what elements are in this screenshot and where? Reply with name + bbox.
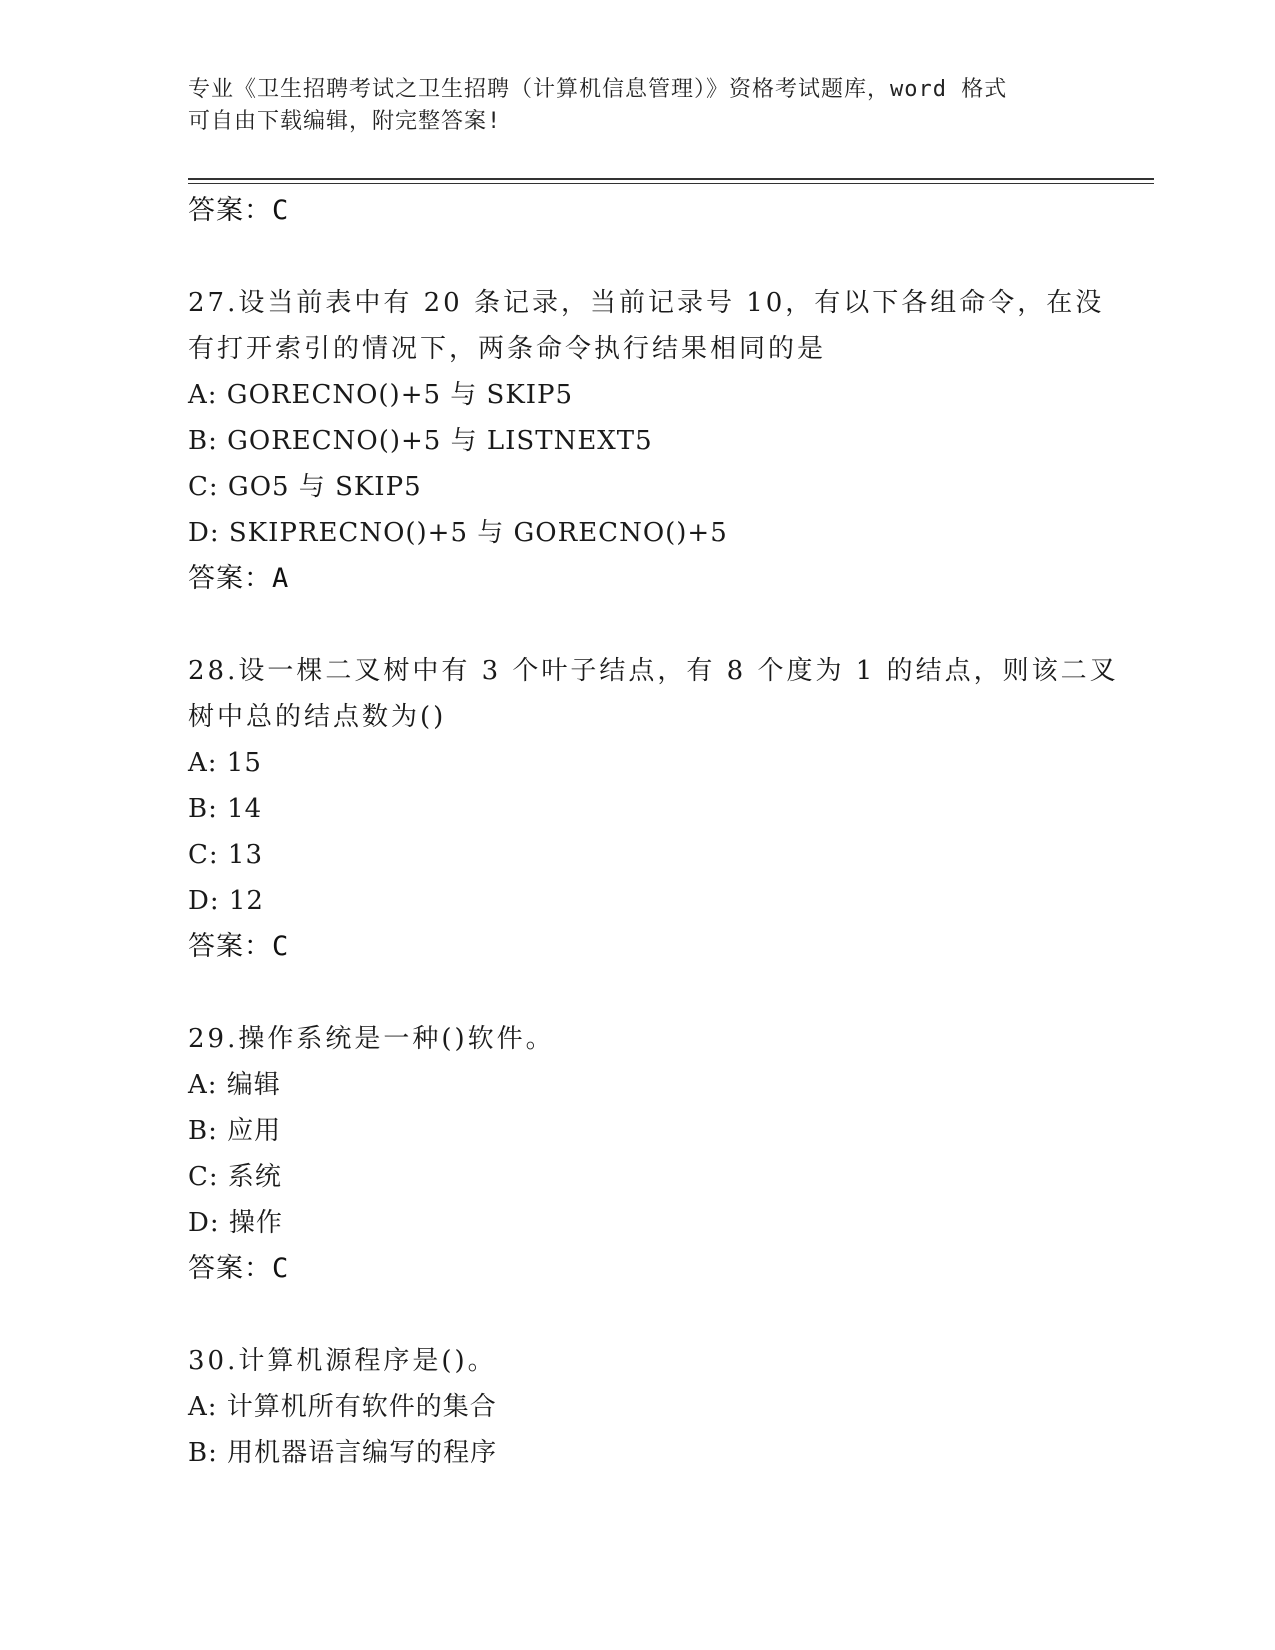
question-block bbox=[188, 1016, 1088, 1292]
option-a: A: 编辑 bbox=[188, 1070, 281, 1100]
answer-line: 答案：C bbox=[188, 195, 290, 226]
header-line-2: 可自由下载编辑，附完整答案! bbox=[188, 109, 502, 134]
answer-line: 答案：A bbox=[188, 563, 290, 594]
answer-line: 答案：C bbox=[188, 931, 290, 962]
header-rule-thick bbox=[188, 178, 1154, 180]
question-text: 树中总的结点数为() bbox=[188, 702, 447, 732]
option-b: B: 14 bbox=[188, 794, 263, 824]
option-b: B: 用机器语言编写的程序 bbox=[188, 1438, 498, 1468]
question-list bbox=[188, 188, 1119, 1476]
spacer bbox=[188, 1292, 1088, 1338]
question-block bbox=[188, 280, 1105, 602]
option-a: A: 15 bbox=[188, 748, 262, 778]
option-c: C: GO5 与 SKIP5 bbox=[188, 472, 422, 502]
header-line-1: 专业《卫生招聘考试之卫生招聘（计算机信息管理）》资格考试题库，word 格式 bbox=[188, 77, 1008, 102]
option-a: A: 计算机所有软件的集合 bbox=[188, 1392, 497, 1422]
spacer bbox=[188, 234, 1088, 280]
spacer bbox=[188, 602, 1088, 648]
page-header bbox=[188, 74, 1068, 138]
option-d: D: SKIPRECNO()+5 与 GORECNO()+5 bbox=[188, 518, 728, 548]
header-rule-thin bbox=[188, 183, 1154, 184]
option-b: B: GORECNO()+5 与 LISTNEXT5 bbox=[188, 426, 653, 456]
option-c: C: 13 bbox=[188, 840, 264, 870]
answer-line: 答案：C bbox=[188, 1253, 290, 1284]
question-block bbox=[188, 1338, 1088, 1476]
question-block bbox=[188, 648, 1119, 970]
option-b: B: 应用 bbox=[188, 1116, 282, 1146]
option-a: A: GORECNO()+5 与 SKIP5 bbox=[188, 380, 574, 410]
question-text: 有打开索引的情况下，两条命令执行结果相同的是 bbox=[188, 334, 827, 364]
question-text: 29.操作系统是一种()软件。 bbox=[188, 1024, 555, 1054]
option-d: D: 12 bbox=[188, 886, 264, 916]
question-text: 28.设一棵二叉树中有 3 个叶子结点，有 8 个度为 1 的结点，则该二叉 bbox=[188, 656, 1119, 686]
option-d: D: 操作 bbox=[188, 1208, 283, 1238]
option-c: C: 系统 bbox=[188, 1162, 282, 1192]
question-text: 30.计算机源程序是()。 bbox=[188, 1346, 497, 1376]
question-text: 27.设当前表中有 20 条记录，当前记录号 10，有以下各组命令，在没 bbox=[188, 288, 1105, 318]
spacer bbox=[188, 970, 1088, 1016]
